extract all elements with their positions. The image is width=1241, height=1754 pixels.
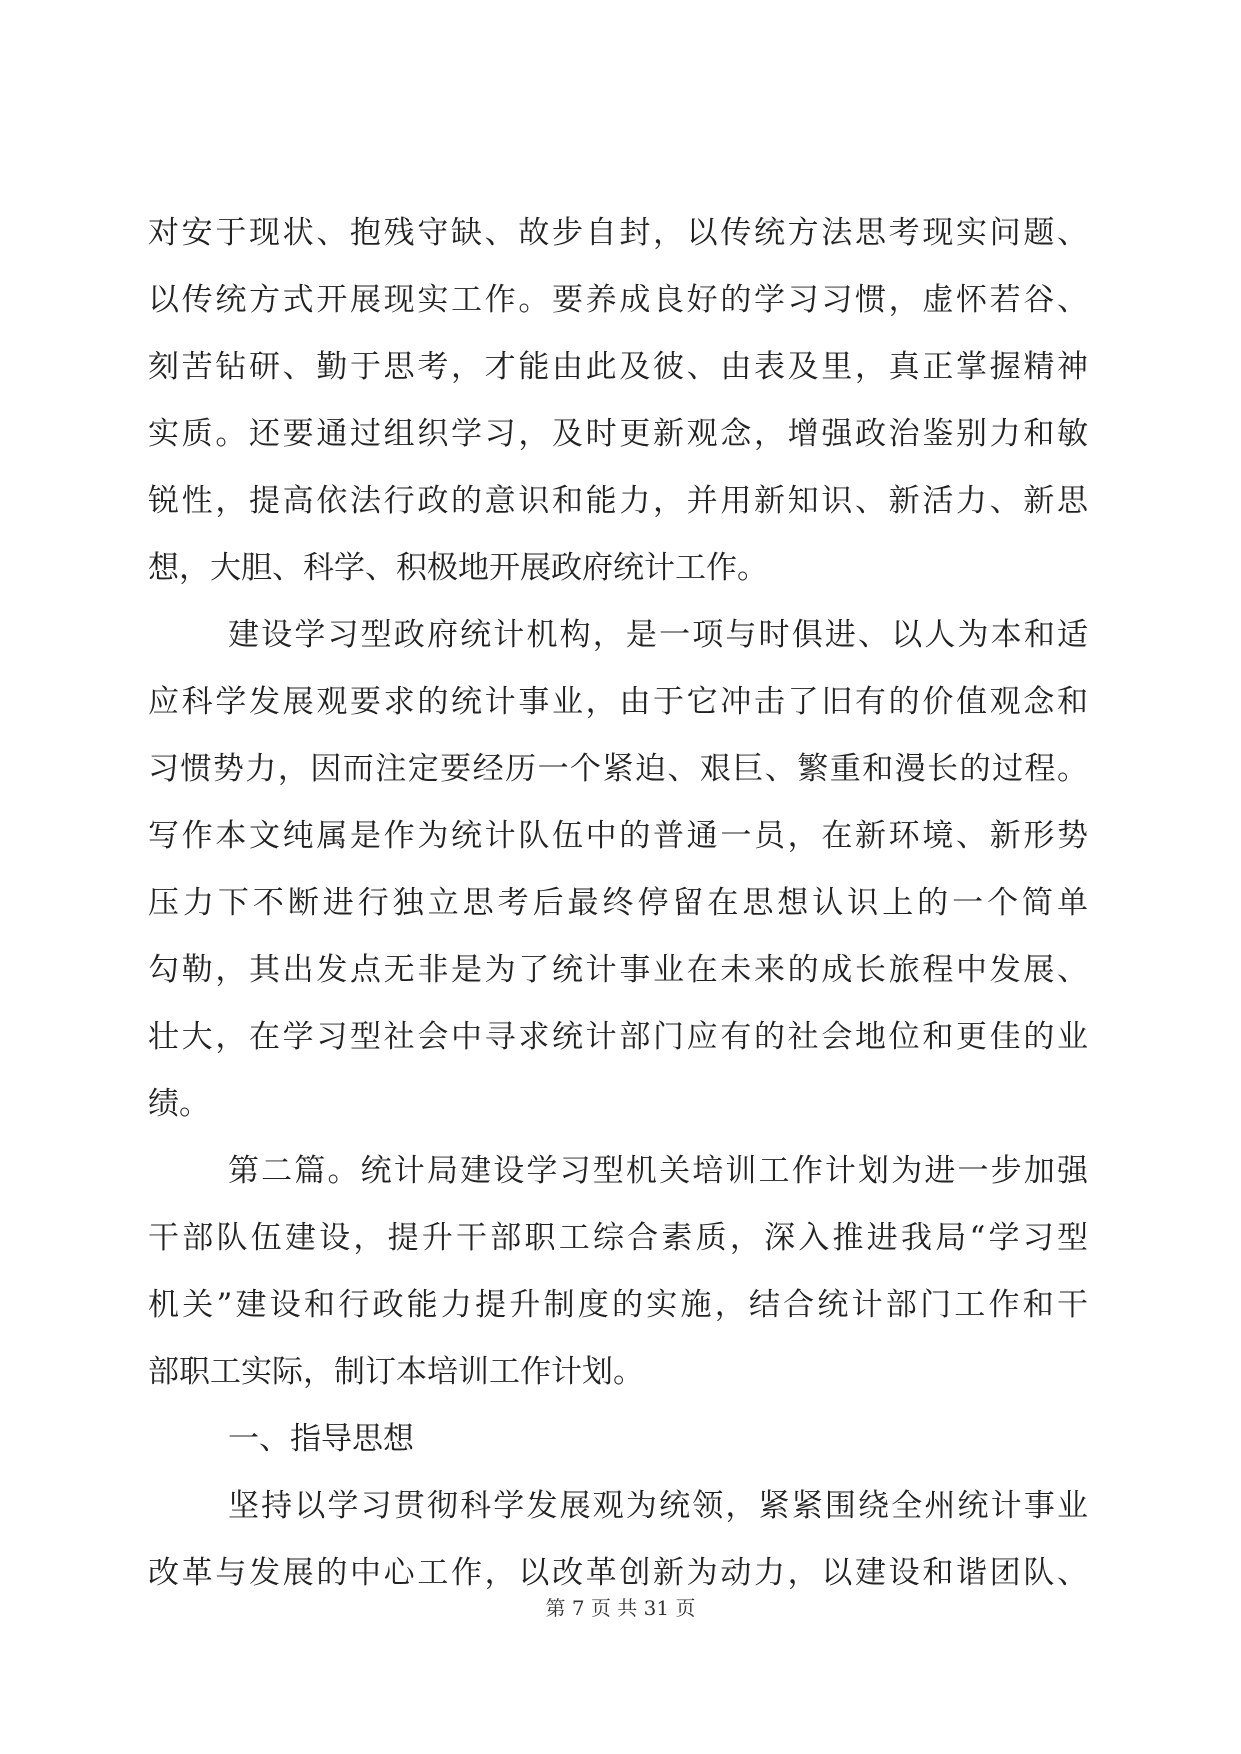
text-line: 压力下不断进行独立思考后最终停留在思想认识上的一个简单 xyxy=(148,885,1088,921)
text-line: 第二篇。统计局建设学习型机关培训工作计划为进一步加强 xyxy=(228,1153,1088,1189)
paragraph-5 xyxy=(148,1473,1088,1607)
text-line: 机关”建设和行政能力提升制度的实施，结合统计部门工作和干 xyxy=(148,1287,1088,1323)
page-number-footer: 第 7 页 共 31 页 xyxy=(545,1596,696,1620)
text-line: 以传统方式开展现实工作。要养成良好的学习习惯，虚怀若谷、 xyxy=(148,282,1088,318)
section-heading-text: 一、指导思想 xyxy=(228,1421,414,1457)
text-line: 想，大胆、科学、积极地开展政府统计工作。 xyxy=(148,550,768,586)
document-body xyxy=(148,200,1088,1607)
text-line: 实质。还要通过组织学习，及时更新观念，增强政治鉴别力和敏 xyxy=(148,416,1088,452)
text-line: 勾勒，其出发点无非是为了统计事业在未来的成长旅程中发展、 xyxy=(148,952,1088,988)
text-line: 坚持以学习贯彻科学发展观为统领，紧紧围绕全州统计事业 xyxy=(228,1488,1088,1524)
text-line: 部职工实际，制订本培训工作计划。 xyxy=(148,1354,644,1390)
text-line: 壮大，在学习型社会中寻求统计部门应有的社会地位和更佳的业 xyxy=(148,1019,1088,1055)
text-line: 锐性，提高依法行政的意识和能力，并用新知识、新活力、新思 xyxy=(148,483,1088,519)
text-line: 改革与发展的中心工作，以改革创新为动力，以建设和谐团队、 xyxy=(148,1555,1088,1591)
text-line: 对安于现状、抱残守缺、故步自封，以传统方法思考现实问题、 xyxy=(148,215,1088,251)
text-line: 应科学发展观要求的统计事业，由于它冲击了旧有的价值观念和 xyxy=(148,684,1088,720)
text-line: 刻苦钻研、勤于思考，才能由此及彼、由表及里，真正掌握精神 xyxy=(148,349,1088,385)
text-line: 习惯势力，因而注定要经历一个紧迫、艰巨、繁重和漫长的过程。 xyxy=(148,751,1088,787)
paragraph-3 xyxy=(148,1138,1088,1406)
text-line: 写作本文纯属是作为统计队伍中的普通一员，在新环境、新形势 xyxy=(148,818,1088,854)
section-heading xyxy=(148,1406,1088,1473)
text-line: 干部队伍建设，提升干部职工综合素质，深入推进我局“学习型 xyxy=(148,1220,1088,1256)
text-line: 建设学习型政府统计机构，是一项与时俱进、以人为本和适 xyxy=(228,617,1088,653)
text-line: 绩。 xyxy=(148,1086,210,1122)
paragraph-1 xyxy=(148,200,1088,602)
paragraph-2 xyxy=(148,602,1088,1138)
